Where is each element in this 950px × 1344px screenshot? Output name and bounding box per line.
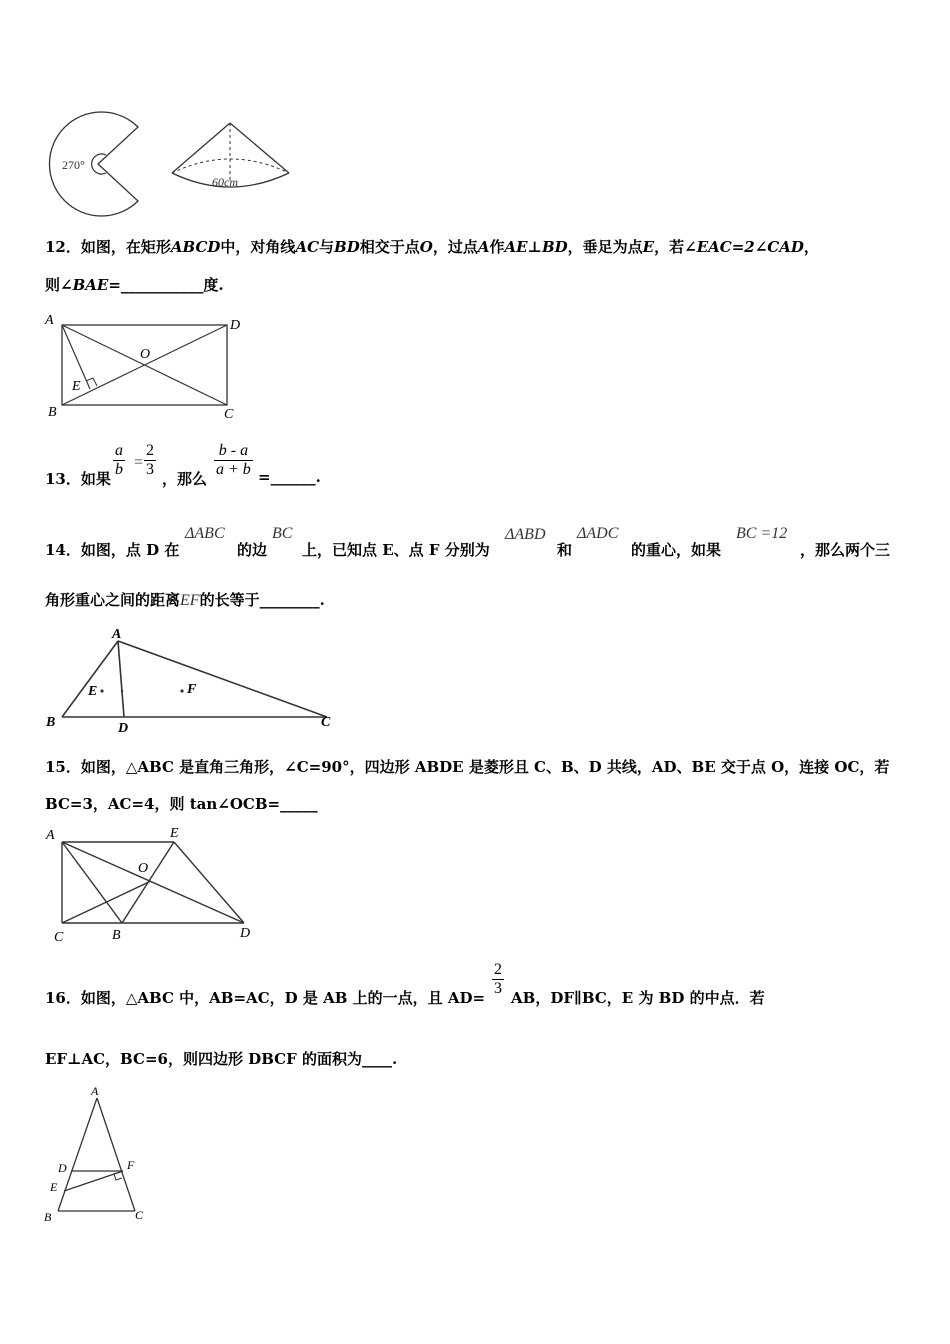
q12-label-O: O bbox=[140, 347, 151, 362]
q14-tri-abd: ΔABD bbox=[505, 526, 546, 543]
q15-label-E: E bbox=[170, 826, 179, 841]
q16-label-E: E bbox=[50, 1180, 58, 1194]
q15-label-A: A bbox=[46, 828, 55, 843]
q16-line2: EF⊥AC，BC=6，则四边形 DBCF 的面积为____. bbox=[45, 1050, 398, 1068]
q15-label-B: B bbox=[112, 928, 121, 943]
q16-label-D: D bbox=[58, 1161, 67, 1175]
q12-label-A: A bbox=[45, 313, 54, 328]
q15-label-O: O bbox=[138, 861, 149, 876]
sector-cone-figure bbox=[40, 105, 300, 220]
q14-triangle-figure bbox=[42, 625, 342, 737]
q14-bc-eq: BC =12 bbox=[736, 525, 788, 542]
q16-label-C: C bbox=[135, 1208, 144, 1222]
q16-part-a: 16．如图，△ABC 中，AB=AC，D 是 AB 上的一点，且 AD= bbox=[45, 989, 486, 1007]
q15-label-C: C bbox=[54, 930, 64, 945]
q14-label-D: D bbox=[118, 721, 129, 736]
q13-suffix: =______. bbox=[258, 468, 321, 486]
q12-line2: 则∠BAE=___________度. bbox=[45, 276, 224, 294]
q14-part-f: ，那么两个三 bbox=[800, 541, 891, 559]
q15-line2: BC=3，AC=4，则 tan∠OCB=_____ bbox=[45, 795, 318, 813]
q12-label-D: D bbox=[230, 318, 241, 333]
q14-part-a: 14．如图，点 D 在 bbox=[45, 541, 180, 559]
q16-part-b: AB，DF∥BC，E 为 BD 的中点．若 bbox=[511, 989, 765, 1007]
q13-fraction-a-over-b: $\frac{a}{b}$ bbox=[115, 442, 123, 478]
q12-rectangle-figure bbox=[42, 312, 252, 424]
q14-label-B: B bbox=[46, 715, 56, 730]
q14-label-C: C bbox=[321, 715, 331, 730]
q16-label-F: F bbox=[127, 1158, 135, 1172]
cone-length-label: 60cm bbox=[212, 175, 238, 189]
q12-label-B: B bbox=[48, 405, 57, 420]
q14-part-d: 和 bbox=[557, 541, 573, 559]
q13-equals: = bbox=[134, 454, 144, 471]
q14-line2: 角形重心之间的距离EF的长等于________. bbox=[45, 591, 325, 609]
q16-triangle-figure bbox=[40, 1083, 160, 1228]
q14-part-e: 的重心，如果 bbox=[631, 541, 722, 559]
q14-part-c: 上，已知点 E、点 F 分别为 bbox=[302, 541, 490, 559]
q14-label-F: F bbox=[187, 682, 197, 697]
q16-label-B: B bbox=[44, 1210, 52, 1224]
q15-rhombus-figure bbox=[42, 823, 262, 945]
q13-fraction-result: $\frac{b - a}{a + b}$ bbox=[216, 442, 251, 478]
q14-tri-abc: ΔABC bbox=[185, 525, 225, 542]
q16-label-A: A bbox=[91, 1084, 99, 1098]
q13-mid: ，那么 bbox=[162, 470, 208, 488]
q12-line1: 12．如图，在矩形ABCD中，对角线AC与BD相交于点O，过点A作AE⊥BD，垂足为点E，若∠EAC=2∠CAD， bbox=[45, 238, 819, 256]
q13-prefix: 13．如果 bbox=[45, 470, 111, 488]
q14-tri-adc: ΔADC bbox=[577, 525, 619, 542]
q12-label-E: E bbox=[72, 379, 81, 394]
q14-label-A: A bbox=[112, 627, 122, 642]
q12-label-C: C bbox=[224, 407, 234, 422]
q14-label-E: E bbox=[88, 684, 98, 699]
q14-part-b: 的边 bbox=[237, 541, 268, 559]
q15-label-D: D bbox=[240, 926, 251, 941]
q16-fraction-2-over-3: $\frac{2}{3}$ bbox=[494, 961, 502, 997]
q15-line1: 15．如图，△ABC 是直角三角形，∠C=90°，四边形 ABDE 是菱形且 C、B、D 共线，AD、BE 交于点 O，连接 OC，若 bbox=[45, 758, 890, 776]
sector-angle-label: 270° bbox=[62, 158, 85, 172]
q14-bc: BC bbox=[272, 525, 293, 542]
q13-fraction-2-over-3: $\frac{2}{3}$ bbox=[146, 442, 154, 478]
